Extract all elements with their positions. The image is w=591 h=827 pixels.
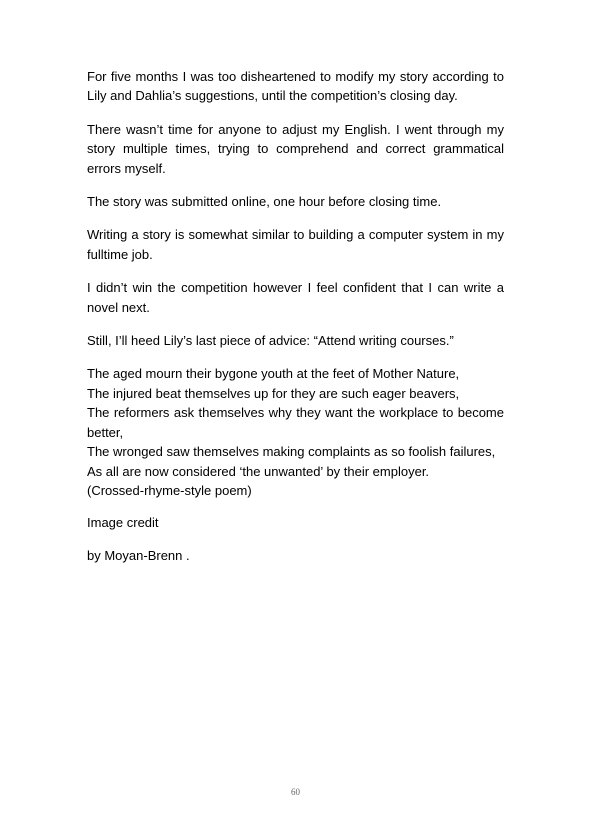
paragraph: Still, I’ll heed Lily’s last piece of advice: “Attend writing courses.” — [87, 333, 454, 349]
document-page — [87, 67, 504, 565]
poem — [87, 364, 504, 500]
paragraph: Writing a story is somewhat similar to building a computer system in my fulltime job. — [87, 227, 504, 262]
paragraph: The story was submitted online, one hour before closing time. — [87, 194, 442, 210]
paragraph: There wasn’t time for anyone to adjust my English. I went through my story multiple times, trying to comprehend and correct grammatical errors myself. — [87, 121, 504, 176]
page-number: 60 — [291, 787, 300, 797]
paragraph: I didn’t win the competition however I feel confident that I can write a novel next. — [87, 280, 504, 315]
poem-line: The wronged saw themselves making complaints as so foolish failures, — [87, 444, 496, 460]
poem-line: The aged mourn their bygone youth at the feet of Mother Nature, — [87, 366, 460, 382]
image-credit-author: by Moyan-Brenn . — [87, 547, 190, 563]
poem-line: The reformers ask themselves why they want the workplace to become better, — [87, 405, 504, 440]
poem-line: The injured beat themselves up for they are such eager beavers, — [87, 385, 460, 401]
image-credit-label: Image credit — [87, 515, 159, 531]
poem-line: As all are now considered ‘the unwanted’ by their employer. — [87, 463, 430, 479]
paragraph: For five months I was too disheartened to modify my story according to Lily and Dahlia’s suggestions, until the competition’s closing day. — [87, 69, 504, 104]
poem-note: (Crossed-rhyme-style poem) — [87, 482, 252, 498]
